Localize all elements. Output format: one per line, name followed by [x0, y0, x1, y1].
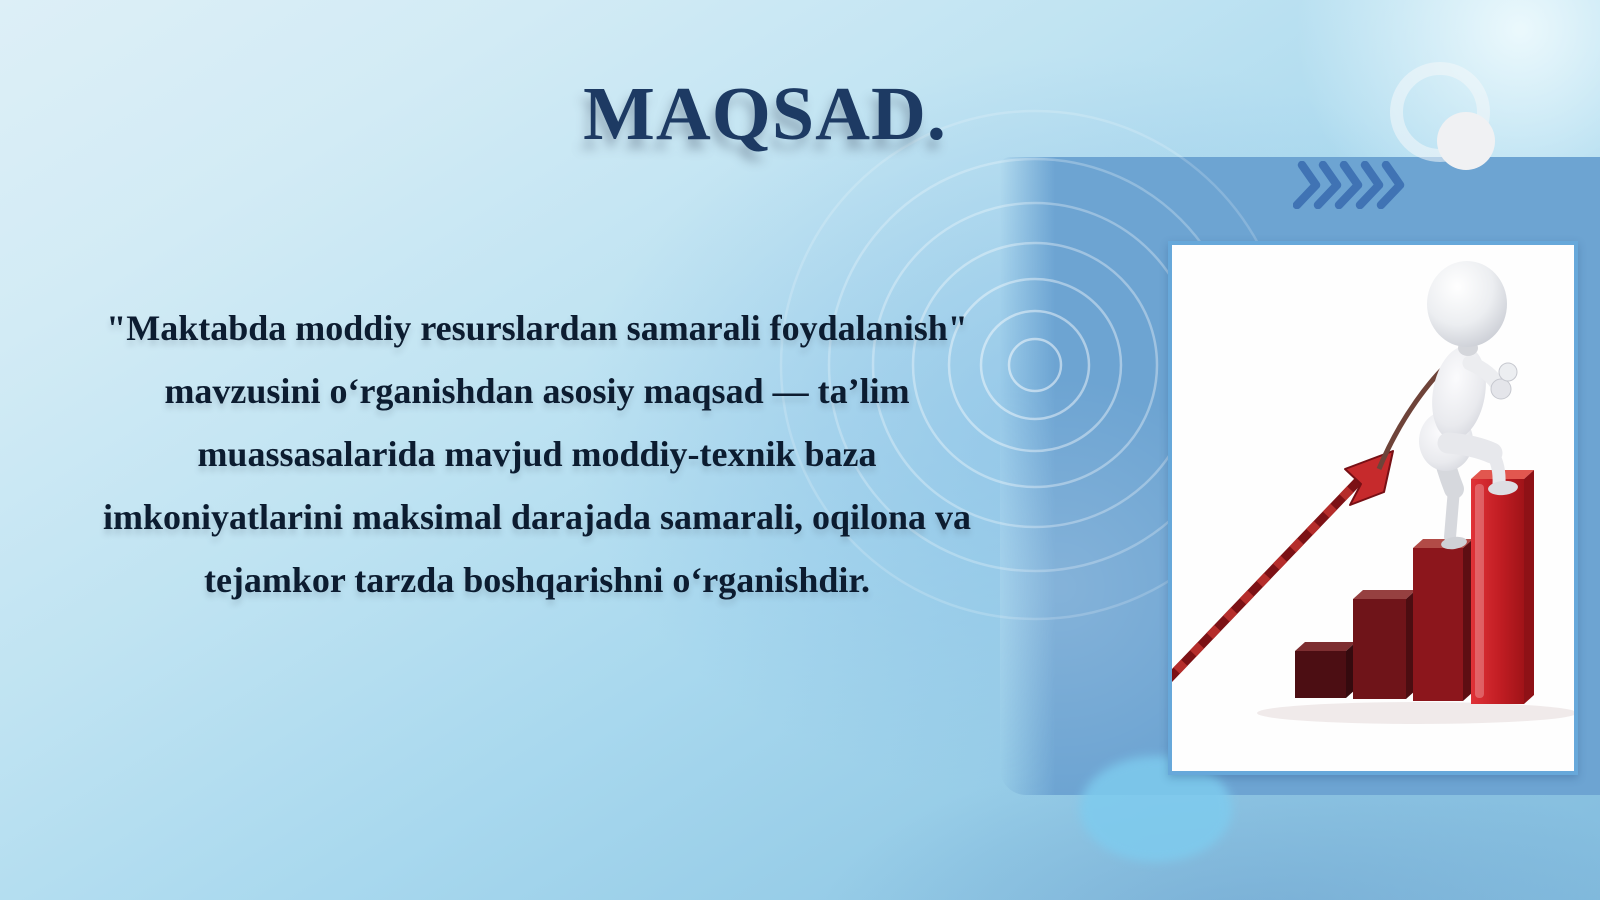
bars-shadow	[1257, 702, 1574, 724]
bar-4	[1471, 470, 1534, 704]
body-line-2: mavzusini o‘rganishdan asosiy maqsad — ta’lim	[164, 371, 910, 411]
slide-title: MAQSAD.	[583, 72, 947, 156]
body-line-4: imkoniyatlarini maksimal darajada samarali, oqilona va	[102, 497, 972, 537]
slide-body-text	[57, 297, 1017, 612]
bar-1	[1295, 642, 1356, 698]
growth-chart-illustration	[1168, 241, 1578, 775]
bar-2	[1353, 590, 1416, 699]
body-line-3: muassasalarida mavjud moddiy-texnik baza	[197, 434, 877, 474]
chevron-arrows-icon	[1293, 161, 1419, 209]
figure-climbing-bars-image	[1172, 245, 1574, 771]
bar-3	[1413, 539, 1473, 701]
body-line-5: tejamkor tarzda boshqarishni o‘rganishdir.	[203, 560, 871, 600]
body-line-1: "Maktabda moddiy resurslardan samarali foydalanish"	[106, 308, 968, 348]
